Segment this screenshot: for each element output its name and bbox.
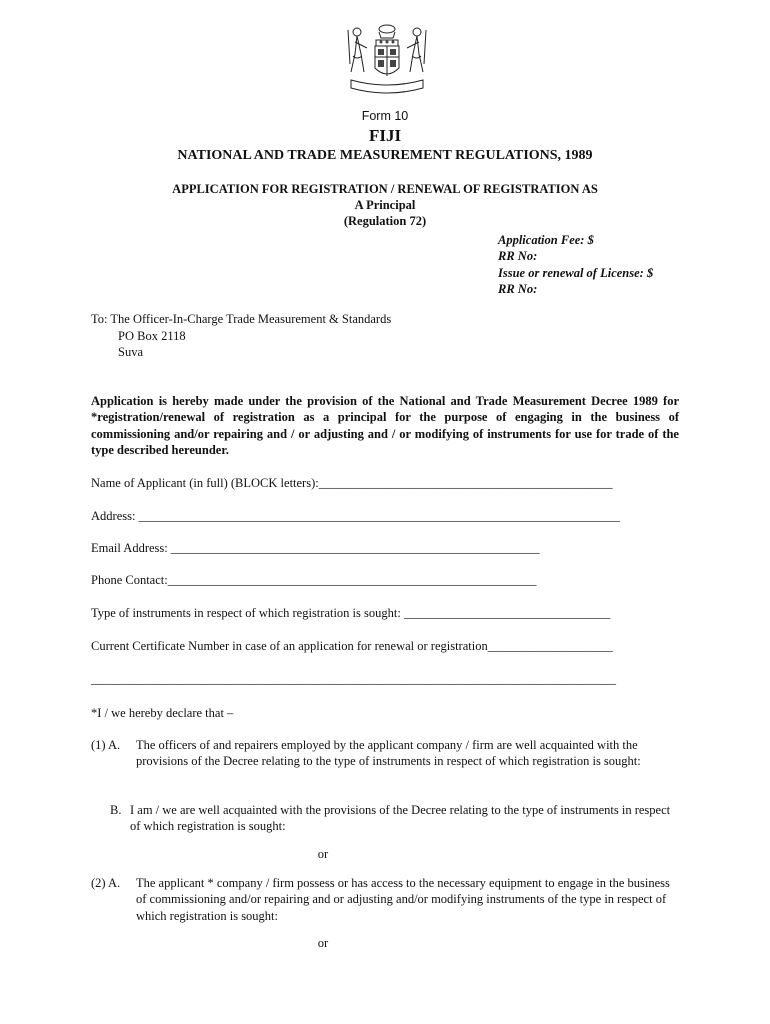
rr-number-label-2: RR No: [498, 281, 538, 296]
item-2a-label: (2) A. [91, 876, 121, 890]
regulation-reference: (Regulation 72) [343, 214, 427, 228]
instrument-type-field[interactable]: Type of instruments in respect of which registration is sought: _________________________________ [91, 606, 611, 620]
certificate-number-field[interactable]: Current Certificate Number in case of an application for renewal or registration____________________ [91, 639, 613, 653]
addressee-po-box: PO Box 2118 [118, 328, 186, 343]
application-subtitle: A Principal [354, 198, 416, 212]
application-title: APPLICATION FOR REGISTRATION / RENEWAL OF REGISTRATION AS [172, 182, 598, 196]
rr-number-label: RR No: [498, 249, 538, 264]
item-1a-text: The officers of and repairers employed by the applicant company / firm are well acquainted with the provisions of the Decree relating to the type of instruments in respect of which registration is sought: [136, 738, 641, 769]
item-1a-label: (1) A. [91, 738, 121, 752]
email-field[interactable]: Email Address: ___________________________________________________________ [91, 541, 540, 555]
application-fee-label: Application Fee: $ [498, 233, 594, 247]
addressee-block [91, 311, 391, 361]
fiji-coat-of-arms-icon [345, 20, 429, 104]
license-fee-label: Issue or renewal of License: $ [498, 265, 654, 280]
intro-paragraph: Application is hereby made under the provision of the National and Trade Measurement Decree 1989 for *registration/renewal of registration as a principal for the purpose of engaging in the business of commissioning and/or repairing and / or adjusting and / or modifying of instruments for use for trade of the type described hereunder. [91, 394, 679, 457]
addressee-line: To: The Officer-In-Charge Trade Measurement & Standards [91, 312, 392, 326]
address-field[interactable]: Address: _____________________________________________________________________________ [91, 509, 620, 523]
addressee-city: Suva [118, 345, 143, 359]
application-title-block [0, 181, 770, 229]
office-use-block [498, 232, 653, 297]
applicant-name-field[interactable]: Name of Applicant (in full) (BLOCK letters):_______________________________________________ [91, 476, 613, 490]
regulations-title: NATIONAL AND TRADE MEASUREMENT REGULATIONS, 1989 [177, 148, 593, 163]
declaration-intro: *I / we hereby declare that – [91, 706, 234, 720]
phone-field[interactable]: Phone Contact:___________________________________________________________ [91, 573, 537, 587]
separator-line[interactable]: ____________________________________________________________________________________ [91, 672, 616, 686]
item-1b-text: I am / we are well acquainted with the provisions of the Decree relating to the type of instruments in respect of which registration is sought: [130, 803, 671, 834]
form-number: Form 10 [361, 109, 409, 123]
or-separator-1: or [317, 847, 329, 861]
item-2a-text: The applicant * company / firm possess or has access to the necessary equipment to engage in the business of commissioning and/or repairing and or adjusting and/or modifying instruments of the type in respect of which registration is sought: [136, 876, 670, 923]
country-title: FIJI [368, 126, 402, 145]
or-separator-2: or [317, 936, 329, 950]
item-1b-label: B. [110, 803, 122, 817]
